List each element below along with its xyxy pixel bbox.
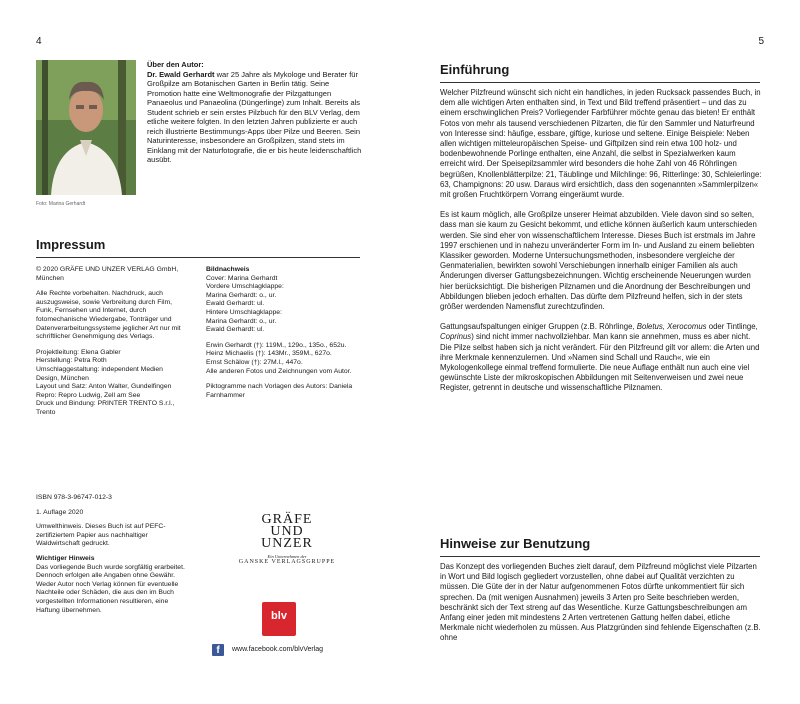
page-number-left: 4: [36, 36, 42, 47]
intro-p3-italic: Boletus, Xerocomus: [636, 322, 707, 332]
intro-p3-part: Gattungsaufspaltungen einiger Gruppen (z.B. Röhrlinge,: [440, 322, 637, 332]
publisher-logo: [232, 514, 342, 565]
logo-tagline-2: GANSKE VERLAGSGRUPPE: [238, 559, 336, 565]
copyright: © 2020 GRÄFE UND UNZER VERLAG GmbH, München: [36, 266, 179, 282]
umwelt-notice: [36, 523, 186, 549]
credits: Projektleitung: Elena Gabler Herstellung: Petra Roth Umschlaggestaltung: independent Medien Design, München Layout und Satz: Anton Walter, Gundelfingen Repro: Repro Ludwig, Zell am See Druck und Bindung: PRINTER TRENTO S.r.l., Trento: [36, 348, 175, 416]
bildnachweis-line: Marina Gerhardt: o., ur.: [206, 291, 277, 299]
intro-paragraph-3: [440, 322, 762, 393]
rights-notice: Alle Rechte vorbehalten. Nachdruck, auch auszugsweise, sowie Verbreitung durch Film, Funk, Fernsehen und Internet, durch fotomechanische Wiedergabe, Tonträger und Datenverarbeitungssysteme jeglicher Art nur mit schriftlicher Genehmigung des Verlags.: [36, 290, 181, 341]
bildnachweis-heading: Bildnachweis: [206, 266, 250, 273]
impressum-column-1: [36, 266, 186, 425]
intro-paragraph-2: Es ist kaum möglich, alle Großpilze unserer Heimat abzubilden. Viele davon sind so selten, dass man sie kaum zu Gesicht bekommt, und etliche können äußerlich kaum unterschieden werden. Sie sind eher von wissenschaftlichem Interesse. Dieses Buch ist erstmals im Jahre 1997 erschienen und in nahezu unveränderter Form im In- und Ausland zu einem beliebten Klassiker geworden. Moderne Untersuchungsmethoden, insbesondere vergleiche der Genmaterialien, bewirkten sowohl Verschiebungen innerhalb einiger Familien als auch Änderungen diverser Gattungsbezeichnungen. Wichtig erscheinende Neuerungen wurden hier berücksichtigt. Die bisherigen Pilznamen und die Anordnung der Beschreibungen und Abbildungen blieben jedoch erhalten. Das dürfte dem Pilzfreund helfen, sich in der stets größer werdenden Namensflut zurechtzufinden.: [440, 210, 757, 312]
isbn-block: [36, 494, 186, 621]
intro-p3-part: oder Tintlinge,: [706, 322, 758, 332]
blv-logo: [262, 602, 296, 636]
impressum-rule: [36, 257, 360, 258]
page-number-right: 5: [758, 36, 764, 47]
intro-p3-part: ) sind nicht immer nachvollziehbar. Man kann sie annehmen, muss es aber nicht. Die Pilze selbst haben sich ja nicht verändert. Für den Pilzfreund gilt vor allem: die Arten und ihre Merkmale kennenzulernen. Und »Namen sind Schall und Rauch«, wie ein Mykologenkollege einmal treffend formulierte. Die neue Auflage enthält nun auch eine viel gewünschte Liste der mikroskopischen Abbildungen mit Seitenverweisen und zwei neue Register, getrennt in deutsche und wissenschaftliche Pilznamen.: [440, 332, 760, 393]
author-name: Dr. Ewald Gerhardt: [147, 69, 215, 79]
impressum-heading: Impressum: [36, 237, 106, 252]
edition: 1. Auflage 2020: [36, 508, 84, 516]
bildnachweis-list: [206, 275, 366, 335]
intro-rule: [440, 82, 760, 83]
usage-rule: [440, 556, 760, 557]
usage-paragraph-1: Das Konzept des vorliegenden Buches zielt darauf, dem Pilzfreund möglichst viele Pilzarten in Wort und Bild logisch gegliedert vorzustellen, ohne dabei auf Qualität verzichten zu müssen. Die Güte der in der Natur aufgenommenen Fotos dürfte unkommentiert für sich sprechen. Da (mit wenigen Ausnahmen) jeweils 3 Arten pro Seite beschrieben werden, beschränkt sich der Text streng auf das Wesentliche. Kurze Gattungsbeschreibungen am Anfang einer jeden mit mindestens 2 Arten vertretenen Gattung helfen dabei, etliche Merkmale nicht wiederholen zu müssen. Aus Platzgründen sind fehlende Eigenschaften (z.B. ohne: [440, 562, 761, 643]
facebook-icon: f: [212, 644, 224, 656]
logo-line-3: UNZER: [261, 536, 313, 551]
isbn: ISBN 978-3-96747-012-3: [36, 494, 112, 501]
bildnachweis-line: Marina Gerhardt: o., ur.: [206, 317, 277, 325]
logo-tagline-1: Ein Unternehmen der: [267, 554, 307, 559]
wichtig-text: Das vorliegende Buch wurde sorgfältig erarbeitet. Dennoch erfolgen alle Angaben ohne Gewähr. Weder Autor noch Verlag können für eventuelle Nachteile oder Schäden, die aus den im Buch vorgestellten Informationen resultieren, eine Haftung übernehmen.: [36, 563, 185, 614]
usage-text: [440, 562, 762, 654]
bildnachweis-line: Alle anderen Fotos und Zeichnungen vom Autor.: [206, 367, 352, 375]
photo-caption: Foto: Marina Gerhardt: [36, 201, 86, 207]
intro-text: [440, 88, 762, 404]
facebook-url[interactable]: www.facebook.com/blvVerlag: [232, 646, 324, 653]
author-bio: [147, 70, 365, 165]
logo-line-2: UND: [270, 524, 304, 539]
bildnachweis-line: Cover: Marina Gerhardt: [206, 274, 278, 282]
intro-p3-italic: Coprinus: [440, 332, 472, 342]
bildnachweis-line: Ernst Schälow (†): 27M.l., 447o.: [206, 358, 303, 366]
author-heading: Über den Autor:: [147, 60, 204, 69]
author-photo: [36, 60, 136, 195]
bildnachweis-line: Heinz Michaelis (†): 143Mr., 359M., 627o.: [206, 350, 332, 358]
bildnachweis-line: Erwin Gerhardt (†): 119M., 129o., 135o., 652u.: [206, 341, 347, 349]
right-page: [400, 0, 800, 704]
umwelt-label: Umwelthinweis.: [36, 523, 84, 531]
blv-logo-text: blv: [271, 610, 287, 622]
umwelt-text: Dieses Buch ist auf PEFC-zertifiziertem Papier aus nachhaltiger Waldwirtschaft gedruckt.: [36, 523, 166, 548]
bildnachweis-line: Hintere Umschlagklappe:: [206, 308, 282, 316]
impressum-column-2: [206, 266, 366, 407]
wichtig-heading: Wichtiger Hinweis: [36, 554, 95, 562]
author-section: [147, 60, 365, 165]
bildnachweis-line: Vordere Umschlagklappe:: [206, 283, 284, 291]
piktogramme-credit: Piktogramme nach Vorlagen des Autors: Daniela Farnhammer: [206, 383, 353, 399]
usage-heading: Hinweise zur Benutzung: [440, 536, 591, 551]
author-portrait-image: [36, 60, 136, 195]
bildnachweis-line: Ewald Gerhardt: ul.: [206, 300, 265, 308]
author-bio-text: war 25 Jahre als Mykologe und Berater für Großpilze am Botanischen Garten in Berlin tätig. Seine Promotion hatte eine Weltmonografie der Pilzgattungen Panaeolus und Panaeolina (Düngerlinge) zum Inhalt. Bereits als Student schrieb er sein erstes Pilzbuch für den BLV Verlag, dem etliche weitere folgten. In den letzten Jahren publizierte er auch reich illustrierte Bestimmungs-Apps über Pilze und Beeren. Sein Naturinteresse, insbesondere an Großpilzen, stand stets im Einklang mit der Naturfotografie, die er bis heute leidenschaftlich ausübt.: [147, 69, 362, 164]
bildnachweis-line: Ewald Gerhardt: ul.: [206, 326, 265, 334]
intro-heading: Einführung: [440, 62, 510, 77]
intro-paragraph-1: Welcher Pilzfreund wünscht sich nicht ein handliches, in jeden Rucksack passendes Buch, in dem alle wichtigen Arten enthalten sind, in Text und Bild treffend präsentiert – und das zu einem erschwinglichen Preis? Vorliegender Farbführer möchte genau das bieten! Er enthält Fotos von mehr als tausend verschiedenen Pilzarten, die für den Sammler und Naturfreund von Interesse sind: häufige, essbare, giftige, kuriose und seltene. Einige Beispiele: Neben allen wichtigen mitteleuropäischen Speise- und Giftpilzen sind rein etwa 100 holz- und bodenbewohnende Porlinge enthalten, eine Anzahl, die selbst in Spezialwerken kaum erreicht wird. Der Speisepilzsammler wird besonders die hohe Zahl von 46 Röhrlingen begrüßen, Knollenblätterpilze: 21, Täublinge und Milchlinge: 96, Ritterlinge: 30, Schleierlinge: 63, Champignons: 20 usw. Daraus wird ersichtlich, dass den sogenannten »Sammlerpilzen« mit großen Fruchtkörpern Vorrang eingeräumt wurde.: [440, 88, 762, 200]
logo-line-1: GRÄFE: [261, 512, 313, 527]
bildnachweis-list-2: [206, 342, 366, 376]
